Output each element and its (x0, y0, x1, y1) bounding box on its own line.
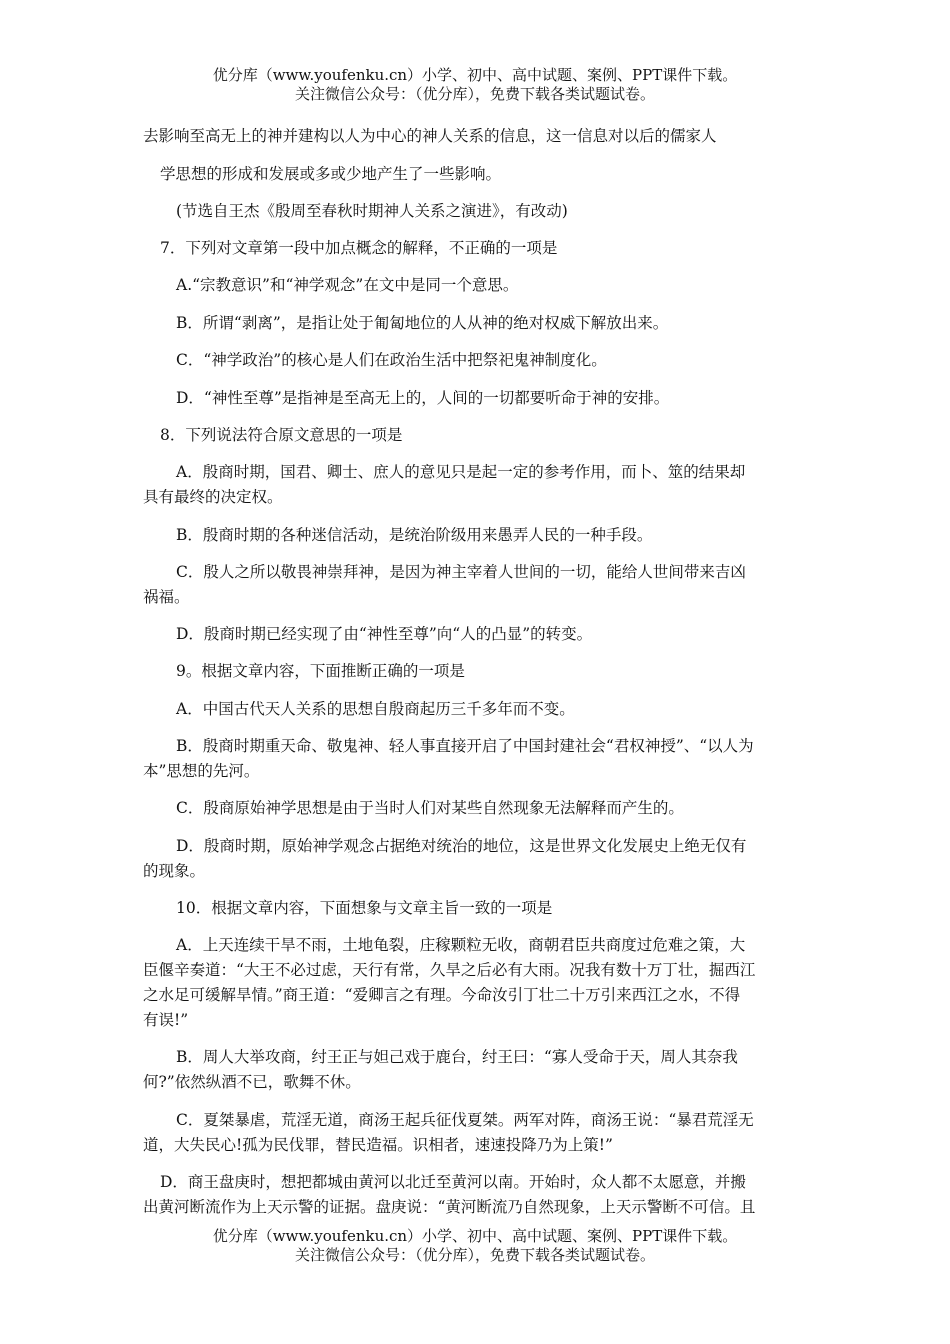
q7-option-a: A.“宗教意识”和“神学观念”在文中是同一个意思。 (176, 276, 519, 294)
page-header (0, 66, 950, 104)
q10-option-b: B．周人大举攻商，纣王正与妲己戏于鹿台，纣王曰：“寡人受命于天，周人其奈我 (176, 1048, 738, 1066)
q7-option-c: C．“神学政治”的核心是人们在政治生活中把祭祀鬼神制度化。 (176, 351, 607, 369)
q8-option-c: C．殷人之所以敬畏神崇拜神，是因为神主宰着人世间的一切，能给人世间带来吉凶 (176, 563, 746, 581)
q10-option-b-cont: 何?”依然纵酒不已，歌舞不休。 (143, 1073, 361, 1091)
q10-option-a: A．上天连续干旱不雨，土地龟裂，庄稼颗粒无收，商朝君臣共商度过危难之策，大 (176, 936, 746, 954)
footer-line-1: 优分库（www.youfenku.cn）小学、初中、高中试题、案例、PPT课件下载。 (212, 1227, 738, 1245)
passage-source: (节选自王杰《殷周至春秋时期神人关系之演进》，有改动) (176, 202, 568, 220)
passage-line: 学思想的形成和发展或多或少地产生了一些影响。 (160, 165, 502, 183)
q8-option-a: A．殷商时期，国君、卿士、庶人的意见只是起一定的参考作用，而卜、筮的结果却 (176, 463, 746, 481)
page-footer (0, 1227, 950, 1265)
question-10-stem: 10．根据文章内容，下面想象与文章主旨一致的一项是 (176, 899, 553, 917)
q10-option-a-cont: 有误!” (143, 1011, 189, 1029)
footer-line-2: 关注微信公众号：（优分库），免费下载各类试题试卷。 (294, 1246, 655, 1264)
question-8-stem: 8．下列说法符合原文意思的一项是 (160, 426, 403, 444)
question-7-stem: 7．下列对文章第一段中加点概念的解释，不正确的一项是 (160, 239, 558, 257)
q10-option-a-cont: 之水足可缓解旱情。”商王道：“爱卿言之有理。今命汝引丁壮二十万引来西江之水，不得 (143, 986, 741, 1004)
q9-option-a: A．中国古代天人关系的思想自殷商起历三千多年而不变。 (176, 700, 575, 718)
q7-option-d: D．“神性至尊”是指神是至高无上的，人间的一切都要听命于神的安排。 (176, 389, 670, 407)
q7-option-b: B．所谓“剥离”，是指让处于匍匐地位的人从神的绝对权威下解放出来。 (176, 314, 669, 332)
q9-option-c: C．殷商原始神学思想是由于当时人们对某些自然现象无法解释而产生的。 (176, 799, 684, 817)
question-9-stem: 9。根据文章内容，下面推断正确的一项是 (176, 662, 465, 680)
q10-option-a-cont: 臣偃辛奏道：“大王不必过虑，天行有常，久旱之后必有大雨。况我有数十万丁壮，掘西江 (143, 961, 756, 979)
q10-option-d-cont: 出黄河断流作为上天示警的证据。盘庚说：“黄河断流乃自然现象，上天示警断不可信。且 (143, 1198, 756, 1216)
header-line-1: 优分库（www.youfenku.cn）小学、初中、高中试题、案例、PPT课件下载。 (212, 66, 738, 84)
q10-option-c: C．夏桀暴虐，荒淫无道，商汤王起兵征伐夏桀。两军对阵，商汤王说：“暴君荒淫无 (176, 1111, 754, 1129)
q9-option-b: B．殷商时期重天命、敬鬼神、轻人事直接开启了中国封建社会“君权神授”、“以人为 (176, 737, 754, 755)
q10-option-d: D．商王盘庚时，想把都城由黄河以北迁至黄河以南。开始时，众人都不太愿意，并搬 (160, 1173, 746, 1191)
q8-option-d: D．殷商时期已经实现了由“神性至尊”向“人的凸显”的转变。 (176, 625, 593, 643)
q8-option-a-cont: 具有最终的决定权。 (143, 488, 283, 506)
q9-option-d-cont: 的现象。 (143, 862, 206, 880)
q9-option-b-cont: 本”思想的先河。 (143, 762, 260, 780)
q8-option-c-cont: 祸福。 (143, 588, 190, 606)
q10-option-c-cont: 道，大失民心!孤为民伐罪，替民造福。识相者，速速投降乃为上策!” (143, 1136, 613, 1154)
header-line-2: 关注微信公众号：（优分库），免费下载各类试题试卷。 (294, 85, 655, 103)
passage-line: 去影响至高无上的神并建构以人为中心的神人关系的信息，这一信息对以后的儒家人 (143, 127, 717, 145)
q9-option-d: D．殷商时期，原始神学观念占据绝对统治的地位，这是世界文化发展史上绝无仅有 (176, 837, 747, 855)
q8-option-b: B．殷商时期的各种迷信活动，是统治阶级用来愚弄人民的一种手段。 (176, 526, 653, 544)
